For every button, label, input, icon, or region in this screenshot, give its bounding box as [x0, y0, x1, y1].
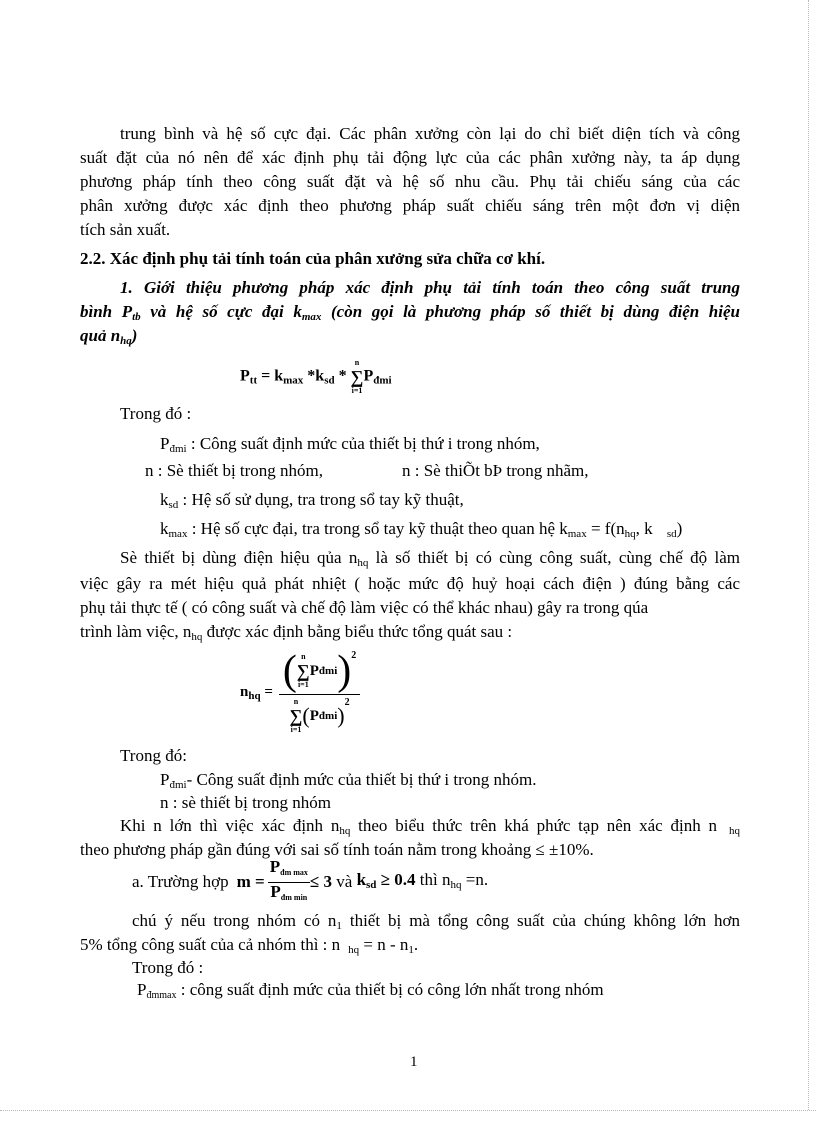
sum-symbol: ∑ — [289, 706, 303, 726]
formula-symbol: = k — [257, 367, 284, 385]
superscript: 2 — [344, 697, 350, 708]
formula-symbol: * — [334, 367, 347, 385]
sum-symbol: ∑ — [296, 661, 310, 681]
ratio-fraction — [268, 858, 310, 907]
body-text: trình làm việc, n — [80, 622, 192, 641]
formula-lhs — [240, 684, 273, 702]
subscript: đmi — [169, 443, 187, 455]
summation-sign — [297, 652, 310, 690]
sum-lower-limit: i=1 — [290, 725, 302, 734]
sum-upper-limit: n — [293, 697, 299, 706]
formula-nhq-row — [240, 650, 360, 735]
definition-text: ) — [676, 519, 683, 538]
definition-text: - Công suất định mức của thiết bị thứ i trong nhóm. — [186, 770, 537, 789]
symbol: P — [160, 770, 170, 789]
subscript: hq — [348, 944, 360, 956]
fraction-denominator — [290, 695, 350, 735]
definition-text: : công suất định mức của thiết bị có công lớn nhất trong nhóm — [176, 980, 604, 999]
section-heading: 2.2. Xác định phụ tải tính toán của phân xưởng sửa chữa cơ khí. — [80, 249, 546, 268]
intro-line: tích sản xuất. — [80, 220, 171, 239]
connector-text: và — [332, 872, 357, 891]
close-paren: ) — [337, 648, 352, 694]
summation-sign — [290, 697, 303, 735]
intro-line: phương pháp tính theo công suất đặt và hệ số nhu cầu. Phụ tải chiếu sáng của các — [80, 172, 740, 191]
intro-line: trung bình và hệ số cực đại. Các phân xưởng còn lại do chỉ biết diện tích và công — [120, 124, 740, 143]
body-text: được xác định bằng biểu thức tổng quát sau : — [202, 622, 513, 641]
definition-text: : Hệ số sử dụng, tra trong sổ tay kỹ thuật, — [178, 490, 464, 509]
sum-lower-limit: i=1 — [297, 680, 309, 689]
body-line: theo phương pháp gần đúng với sai số tính toán nằm trong khoảng ≤ ±10%. — [80, 840, 594, 859]
intro-line: suất đặt của nó nên để xác định phụ tải động lực của các phân xưởng này, ta áp dụng — [80, 148, 740, 167]
formula-symbol: *k — [303, 367, 325, 385]
subscript: max — [283, 374, 304, 387]
subscript: đm min — [280, 892, 308, 902]
definition-n: n : sè thiết bị trong nhóm — [160, 793, 331, 812]
subscript: 1 — [336, 920, 342, 932]
where-label: Trong đó: — [120, 746, 187, 765]
subscript: hq — [120, 335, 132, 347]
symbol: P — [137, 980, 147, 999]
formula-symbol: ≤ 3 — [309, 872, 333, 891]
body-line: việc gây ra mét hiệu quả phát nhiệt ( hoặc mức độ huỷ hoại cách điện ) đúng bằng các — [80, 574, 740, 593]
body-text: Sè thiết bị dùng điện hiệu qủa n — [120, 548, 358, 567]
subsection-text: ) — [131, 326, 138, 345]
formula-symbol: P — [309, 707, 319, 724]
open-paren: ( — [302, 703, 310, 728]
page-number: 1 — [410, 1054, 418, 1070]
body-text: thì n — [415, 869, 451, 889]
body-line — [80, 622, 512, 647]
page-border-right — [808, 0, 809, 1110]
body-text: theo biểu thức trên khá phức tạp nên xác định n — [350, 816, 717, 835]
where-label: Trong đó : — [132, 958, 204, 977]
definition-ksd — [160, 490, 464, 515]
definition-pdmi — [160, 770, 536, 795]
subscript: đmmax — [146, 990, 177, 1001]
fraction-numerator — [268, 858, 310, 883]
subsection-line-2 — [80, 302, 740, 327]
subscript: đmi — [318, 665, 338, 677]
subscript: max — [301, 311, 322, 323]
subscript: đmi — [169, 779, 187, 791]
body-text: chú ý nếu trong nhóm có n — [132, 911, 337, 930]
body-line: phụ tải thực tế ( có công suất và chế độ làm việc có thể khác nhau) gây ra trong qúa — [80, 598, 649, 617]
subscript: hq — [339, 825, 351, 837]
subsection-text: quả n — [80, 326, 121, 345]
definition-text: , k — [635, 519, 657, 538]
body-text: Khi n lớn thì việc xác định n — [120, 816, 340, 835]
subscript: max — [567, 528, 587, 540]
close-paren: ) — [337, 703, 345, 728]
sum-upper-limit: n — [354, 358, 360, 367]
body-text: . — [413, 935, 419, 954]
subscript: 1 — [408, 944, 414, 956]
formula-symbol: P — [240, 367, 250, 385]
fraction-denominator — [268, 883, 309, 907]
fraction-numerator — [279, 650, 360, 694]
subscript: sd — [168, 499, 179, 511]
case-result — [416, 870, 489, 895]
case-label: a. Trường hợp — [132, 872, 229, 891]
formula-symbol: P — [363, 367, 374, 385]
body-line — [132, 911, 740, 936]
page-border-bottom — [0, 1110, 816, 1111]
intro-line: phân xưởng được xác định theo phương pháp suất chiếu sáng trên một đơn vị diện — [80, 196, 740, 215]
formula-symbol: k — [356, 869, 367, 889]
formula-symbol: = — [260, 683, 273, 700]
body-line — [120, 816, 740, 841]
subsection-line-3 — [80, 326, 137, 351]
subscript: hq — [191, 631, 203, 643]
where-label: Trong đó : — [120, 404, 192, 423]
sum-upper-limit: n — [301, 652, 306, 661]
definition-kmax — [160, 519, 682, 544]
subscript: sd — [366, 878, 377, 891]
subscript: hq — [450, 878, 462, 891]
body-line — [80, 935, 418, 960]
body-text: là số thiết bị có cùng công suất, cùng chế độ làm — [368, 548, 740, 567]
definition-text: = f(n — [586, 519, 625, 538]
body-text: = n - n — [359, 935, 409, 954]
subscript: sd — [666, 528, 677, 540]
symbol: k — [160, 519, 169, 538]
sum-lower-limit: i=1 — [351, 386, 363, 395]
open-paren: ( — [282, 648, 297, 694]
subsection-title: Giới thiệu phương pháp xác định phụ tải tính toán theo công suất trung — [143, 278, 741, 297]
formula-symbol: m = — [236, 872, 265, 891]
subscript: hq — [624, 528, 636, 540]
definition-pdmi — [160, 434, 540, 459]
superscript: 2 — [351, 650, 357, 661]
subsection-text: và hệ số cực đại k — [140, 302, 302, 321]
symbol: k — [160, 490, 169, 509]
formula-nhq — [240, 650, 360, 735]
formula-symbol: ≥ 0.4 — [376, 869, 416, 889]
subscript: hq — [729, 825, 740, 837]
definition-text: : Công suất định mức của thiết bị thứ i trong nhóm, — [186, 434, 540, 453]
subsection-text: bình P — [80, 302, 133, 321]
sum-symbol: ∑ — [350, 367, 364, 387]
subsection-line-1 — [120, 278, 740, 298]
formula-symbol: P — [269, 856, 281, 876]
body-text: 5% tổng công suất của cả nhóm thì : n — [80, 935, 341, 954]
body-text: =n. — [461, 869, 489, 889]
definition-n-alt: n : Sè thiÕt bÞ trong nhãm, — [402, 461, 589, 480]
subscript: đm max — [280, 867, 308, 877]
formula-nhq-fraction — [279, 650, 360, 735]
subscript: hq — [248, 689, 261, 702]
subscript: tt — [249, 374, 258, 387]
summation-sign — [351, 358, 364, 396]
symbol: P — [160, 434, 170, 453]
formula-symbol: P — [270, 881, 281, 901]
subsection-number: 1. — [120, 278, 133, 297]
subscript: max — [168, 528, 188, 540]
definition-n: n : Sè thiết bị trong nhóm, — [145, 461, 324, 480]
formula-ptt — [240, 358, 392, 396]
body-line — [120, 548, 740, 573]
subscript: đmi — [318, 710, 338, 722]
definition-text: : Hệ số cực đại, tra trong sổ tay kỹ thuật theo quan hệ k — [187, 519, 568, 538]
subscript: tb — [132, 311, 141, 323]
body-text: thiết bị mà tổng công suất của chúng không lớn hơn — [341, 911, 741, 930]
subscript: sd — [324, 374, 335, 387]
formula-symbol: n — [240, 683, 249, 700]
ksd-condition — [357, 870, 416, 895]
formula-symbol: P — [309, 662, 319, 679]
case-a-condition — [132, 856, 489, 904]
subsection-text: (còn gọi là phương pháp số thiết bị dùng điện hiệu — [321, 302, 740, 321]
subscript: hq — [357, 557, 369, 569]
definition-pdmmax — [137, 980, 604, 1006]
subscript: đmi — [373, 374, 392, 387]
